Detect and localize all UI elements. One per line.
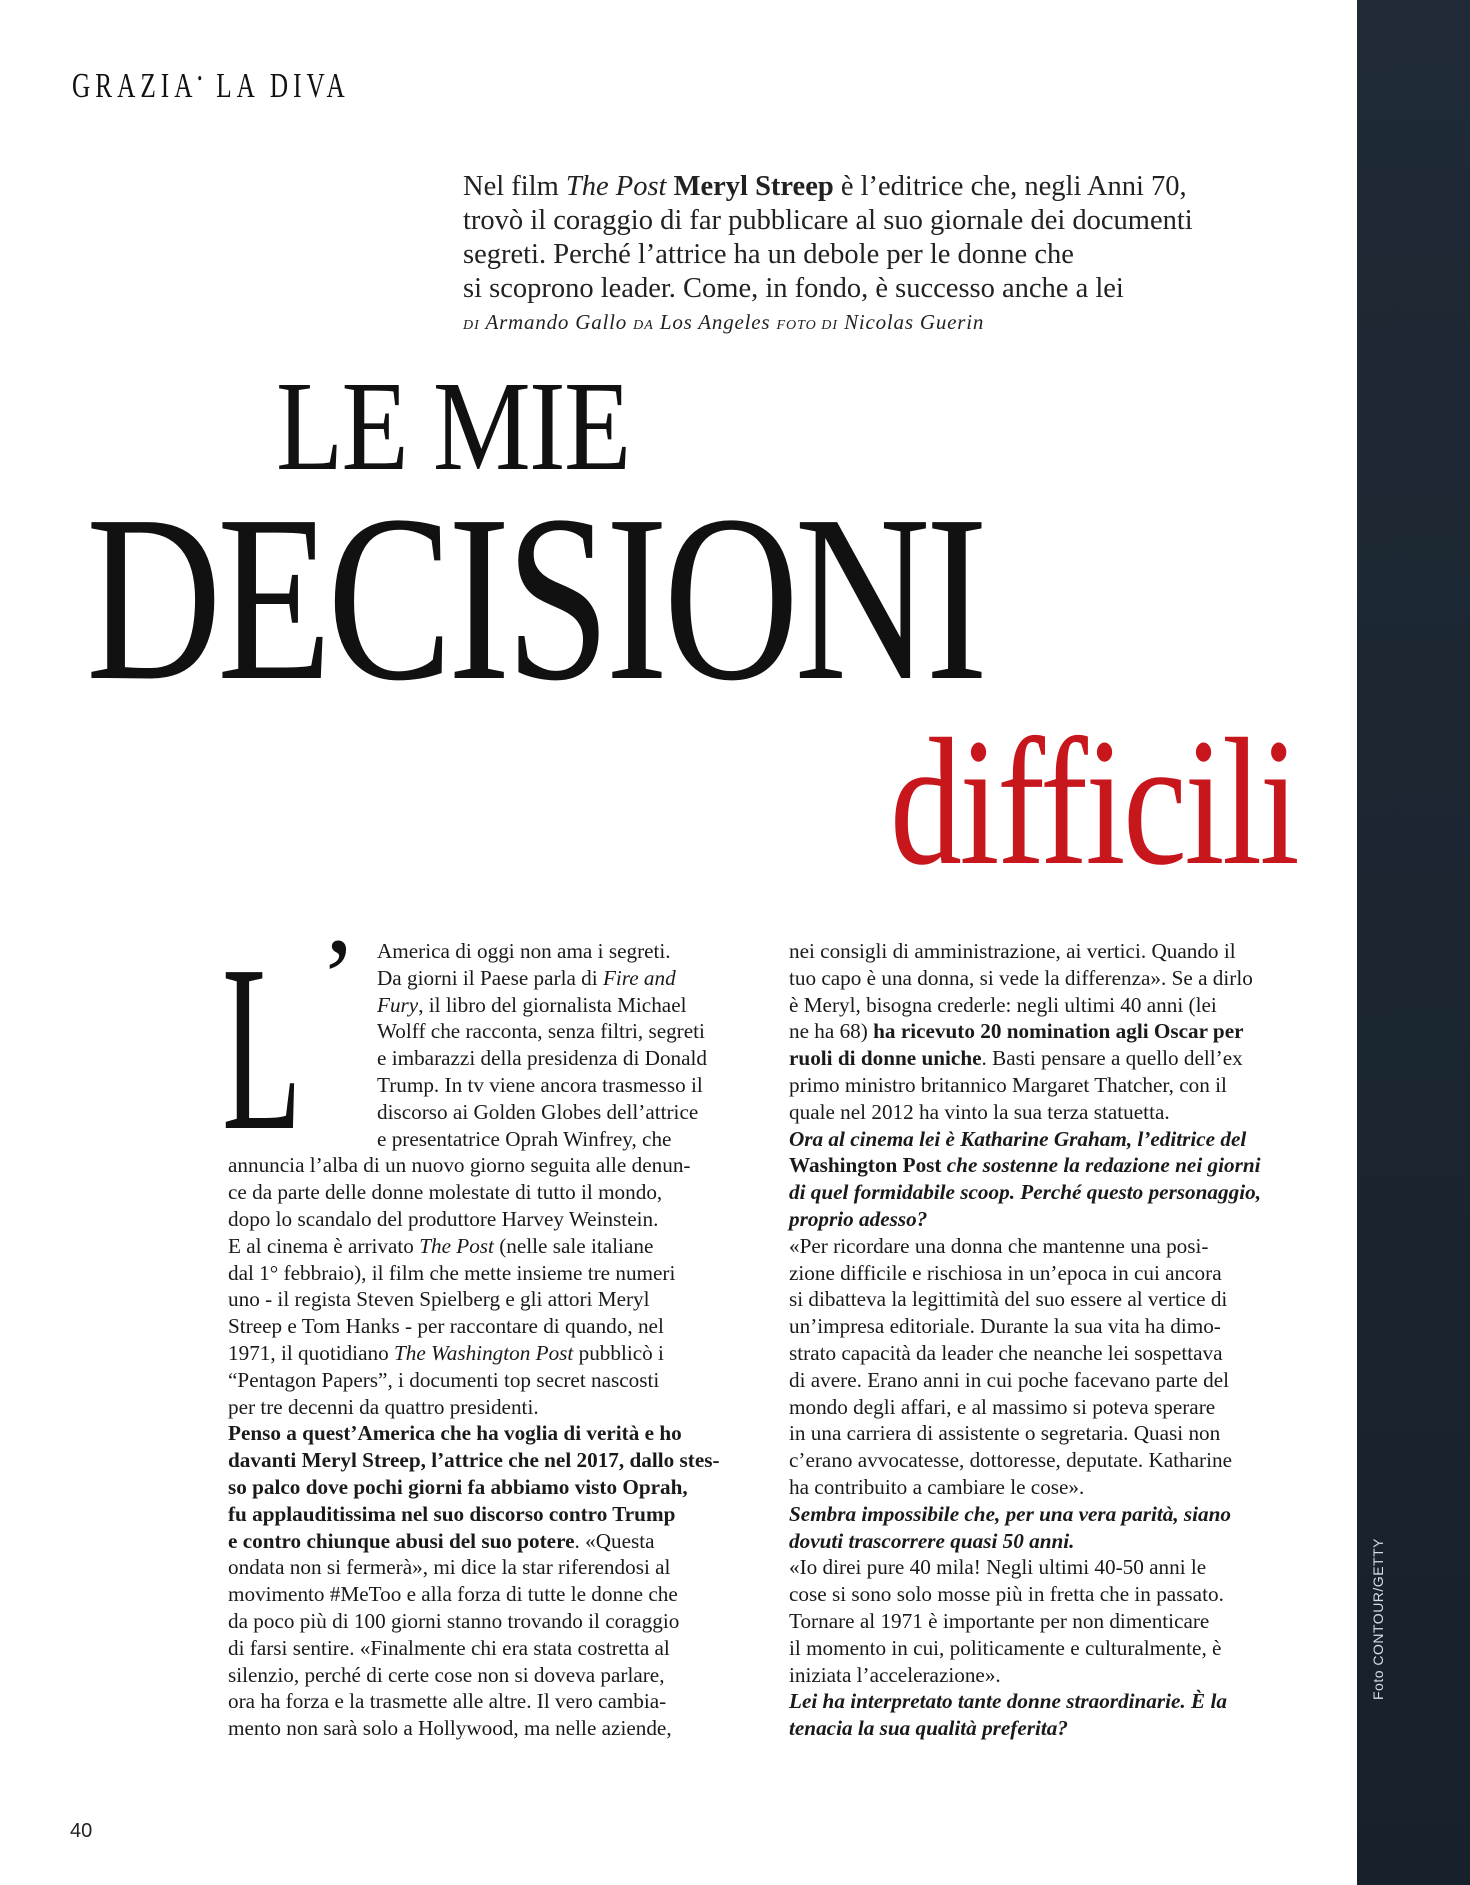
text-line: silenzio, perché di certe cose non si doveva parlare, bbox=[228, 1662, 665, 1687]
text-line: il momento in cui, politicamente e culturalmente, è bbox=[789, 1635, 1222, 1660]
standfirst-line: si scoprono leader. Come, in fondo, è successo anche a lei bbox=[463, 273, 1124, 304]
text: Da giorni il Paese parla di bbox=[377, 965, 603, 990]
text-line: è Meryl, bisogna crederle: negli ultimi 40 anni (lei bbox=[789, 992, 1217, 1017]
text-line: davanti Meryl Streep, l’attrice che nel 2017, dallo stes- bbox=[228, 1448, 720, 1473]
question-line: proprio adesso? bbox=[789, 1206, 928, 1231]
standfirst-line bbox=[463, 170, 1323, 204]
drop-cap: L bbox=[222, 917, 302, 1180]
drop-cap-apostrophe: ’ bbox=[320, 916, 357, 1038]
byline-di: DI bbox=[463, 318, 480, 333]
text-line bbox=[228, 1233, 750, 1260]
text-line bbox=[377, 992, 750, 1019]
text-line: Trump. In tv viene ancora trasmesso il bbox=[377, 1072, 703, 1097]
byline-da: DA bbox=[633, 318, 654, 333]
text-line: dal 1° febbraio), il film che mette insieme tre numeri bbox=[228, 1260, 676, 1285]
text-line: primo ministro britannico Margaret Thatcher, con il bbox=[789, 1072, 1227, 1097]
text-line: movimento #MeToo e alla forza di tutte le donne che bbox=[228, 1582, 678, 1607]
text-line bbox=[228, 1528, 750, 1555]
text-line: c’erano avvocatesse, dottoresse, deputate. Katharine bbox=[789, 1448, 1232, 1473]
headline-line-2: DECISIONI bbox=[86, 467, 984, 730]
text-line: Tornare al 1971 è importante per non dimenticare bbox=[789, 1608, 1210, 1633]
text-line: tuo capo è una donna, si vede la differenza». Se a dirlo bbox=[789, 965, 1253, 990]
question-line: tenacia la sua qualità preferita? bbox=[789, 1716, 1068, 1741]
book-title: Fury bbox=[377, 992, 419, 1017]
text-line: per tre decenni da quattro presidenti. bbox=[228, 1394, 539, 1419]
text-line: uno - il regista Steven Spielberg e gli attori Meryl bbox=[228, 1287, 650, 1312]
text-line: «Io direi pure 40 mila! Negli ultimi 40-50 anni le bbox=[789, 1555, 1207, 1580]
text-line bbox=[228, 1340, 750, 1367]
text: è l’editrice che, negli Anni 70, bbox=[833, 171, 1187, 202]
byline bbox=[463, 310, 1323, 335]
text-line: si dibatteva la legittimità del suo essere al vertice di bbox=[789, 1287, 1228, 1312]
article-column-2 bbox=[789, 938, 1311, 1742]
text-line bbox=[789, 1018, 1311, 1045]
text-line: un’impresa editoriale. Durante la sua vita ha dimo- bbox=[789, 1314, 1221, 1339]
text-line: Streep e Tom Hanks - per raccontare di quando, nel bbox=[228, 1314, 664, 1339]
text-line: ora ha forza e la trasmette alle altre. Il vero cambia- bbox=[228, 1689, 667, 1714]
text: e contro chiunque abusi del suo potere bbox=[228, 1528, 575, 1553]
text-line: di farsi sentire. «Finalmente chi era stata costretta al bbox=[228, 1635, 670, 1660]
question-line: di quel formidabile scoop. Perché questo personaggio, bbox=[789, 1180, 1261, 1205]
text: ne ha 68) bbox=[789, 1019, 874, 1044]
text-line: e presentatrice Oprah Winfrey, che bbox=[377, 1126, 672, 1151]
section-name: LA DIVA bbox=[216, 66, 350, 105]
text: Washington Post bbox=[789, 1153, 942, 1178]
headline-line-1: LE MIE bbox=[276, 355, 630, 497]
photographer: Nicolas Guerin bbox=[838, 310, 985, 334]
text-line: so palco dove pochi giorni fa abbiamo visto Oprah, bbox=[228, 1474, 688, 1499]
question-line: Sembra impossibile che, per una vera parità, siano bbox=[789, 1501, 1232, 1526]
text-line: dopo lo scandalo del produttore Harvey Weinstein. bbox=[228, 1206, 659, 1231]
text-line: strato capacità da leader che neanche lei sospettava bbox=[789, 1340, 1223, 1365]
text: ruoli di donne uniche bbox=[789, 1046, 982, 1071]
text-line: Penso a quest’America che ha voglia di verità e ho bbox=[228, 1421, 682, 1446]
text: (nelle sale italiane bbox=[493, 1233, 654, 1258]
brand-name: GRAZIA bbox=[72, 66, 198, 105]
text: , il libro del giornalista Michael bbox=[418, 992, 687, 1017]
text-line: fu applauditissima nel suo discorso contro Trump bbox=[228, 1501, 676, 1526]
headline-line-3: difficili bbox=[890, 702, 1298, 903]
question-line bbox=[789, 1152, 1311, 1179]
newspaper-title: The Washington Post bbox=[393, 1340, 574, 1365]
text-line: annuncia l’alba di un nuovo giorno seguita alle denun- bbox=[228, 1153, 691, 1178]
text-line: nei consigli di amministrazione, ai vertici. Quando il bbox=[789, 939, 1236, 963]
question-line: Lei ha interpretato tante donne straordinarie. È la bbox=[789, 1689, 1227, 1714]
text-line: Wolff che racconta, senza filtri, segreti bbox=[377, 1019, 705, 1044]
star-name: Meryl Streep bbox=[673, 171, 834, 202]
film-title: The Post bbox=[565, 171, 667, 202]
film-title: The Post bbox=[419, 1233, 494, 1258]
text: . Basti pensare a quello dell’ex bbox=[981, 1046, 1243, 1071]
text-line: America di oggi non ama i segreti. bbox=[377, 939, 671, 963]
standfirst-line: trovò il coraggio di far pubblicare al suo giornale dei documenti bbox=[463, 205, 1193, 236]
book-title: Fire and bbox=[602, 965, 676, 990]
text: Nel film bbox=[463, 171, 566, 202]
text-line: mondo degli affari, e al massimo si poteva sperare bbox=[789, 1394, 1216, 1419]
photo-credit: Foto CONTOUR/GETTY bbox=[1370, 1538, 1386, 1700]
text: 1971, il quotidiano bbox=[228, 1340, 394, 1365]
text: pubblicò i bbox=[573, 1340, 664, 1365]
question-line: dovuti trascorrere quasi 50 anni. bbox=[789, 1528, 1075, 1553]
text-line: cose si sono solo mosse più in fretta che in passato. bbox=[789, 1582, 1224, 1607]
text-line bbox=[789, 1045, 1311, 1072]
standfirst bbox=[463, 170, 1323, 306]
text-line: «Per ricordare una donna che mantenne una posi- bbox=[789, 1233, 1209, 1258]
text-line: ha contribuito a cambiare le cose». bbox=[789, 1474, 1085, 1499]
text: E al cinema è arrivato bbox=[228, 1233, 420, 1258]
text-line: iniziata l’accelerazione». bbox=[789, 1662, 1001, 1687]
byline-foto: FOTO DI bbox=[776, 318, 839, 333]
text: ha ricevuto 20 nomination agli Oscar per bbox=[873, 1019, 1244, 1044]
author: Armando Gallo bbox=[479, 310, 634, 334]
text-line: quale nel 2012 ha vinto la sua terza statuetta. bbox=[789, 1099, 1170, 1124]
text-line: e imbarazzi della presidenza di Donald bbox=[377, 1046, 708, 1071]
text bbox=[666, 171, 673, 202]
bullet-dot-icon: • bbox=[197, 68, 205, 89]
text-line: in una carriera di assistente o segretaria. Quasi non bbox=[789, 1421, 1221, 1446]
text-line: di avere. Erano anni in cui poche facevano parte del bbox=[789, 1367, 1230, 1392]
text-line: ondata non si fermerà», mi dice la star riferendosi al bbox=[228, 1555, 671, 1580]
standfirst-line: segreti. Perché l’attrice ha un debole per le donne che bbox=[463, 239, 1074, 270]
text-line: ce da parte delle donne molestate di tutto il mondo, bbox=[228, 1180, 663, 1205]
place: Los Angeles bbox=[653, 310, 777, 334]
text-line: zione difficile e rischiosa in un’epoca in cui ancora bbox=[789, 1260, 1222, 1285]
article-column-1 bbox=[228, 938, 750, 1742]
text: . «Questa bbox=[574, 1528, 655, 1553]
text-line: da poco più di 100 giorni stanno trovando il coraggio bbox=[228, 1608, 680, 1633]
text: che sostenne la redazione nei giorni bbox=[941, 1153, 1261, 1178]
text-line: mento non sarà solo a Hollywood, ma nelle aziende, bbox=[228, 1716, 672, 1741]
magazine-header bbox=[72, 66, 350, 106]
page-number: 40 bbox=[70, 1820, 93, 1842]
text-line: “Pentagon Papers”, i documenti top secret nascosti bbox=[228, 1367, 660, 1392]
question-line: Ora al cinema lei è Katharine Graham, l’editrice del bbox=[789, 1126, 1247, 1151]
text-line: discorso ai Golden Globes dell’attrice bbox=[377, 1099, 699, 1124]
text-line bbox=[377, 965, 750, 992]
